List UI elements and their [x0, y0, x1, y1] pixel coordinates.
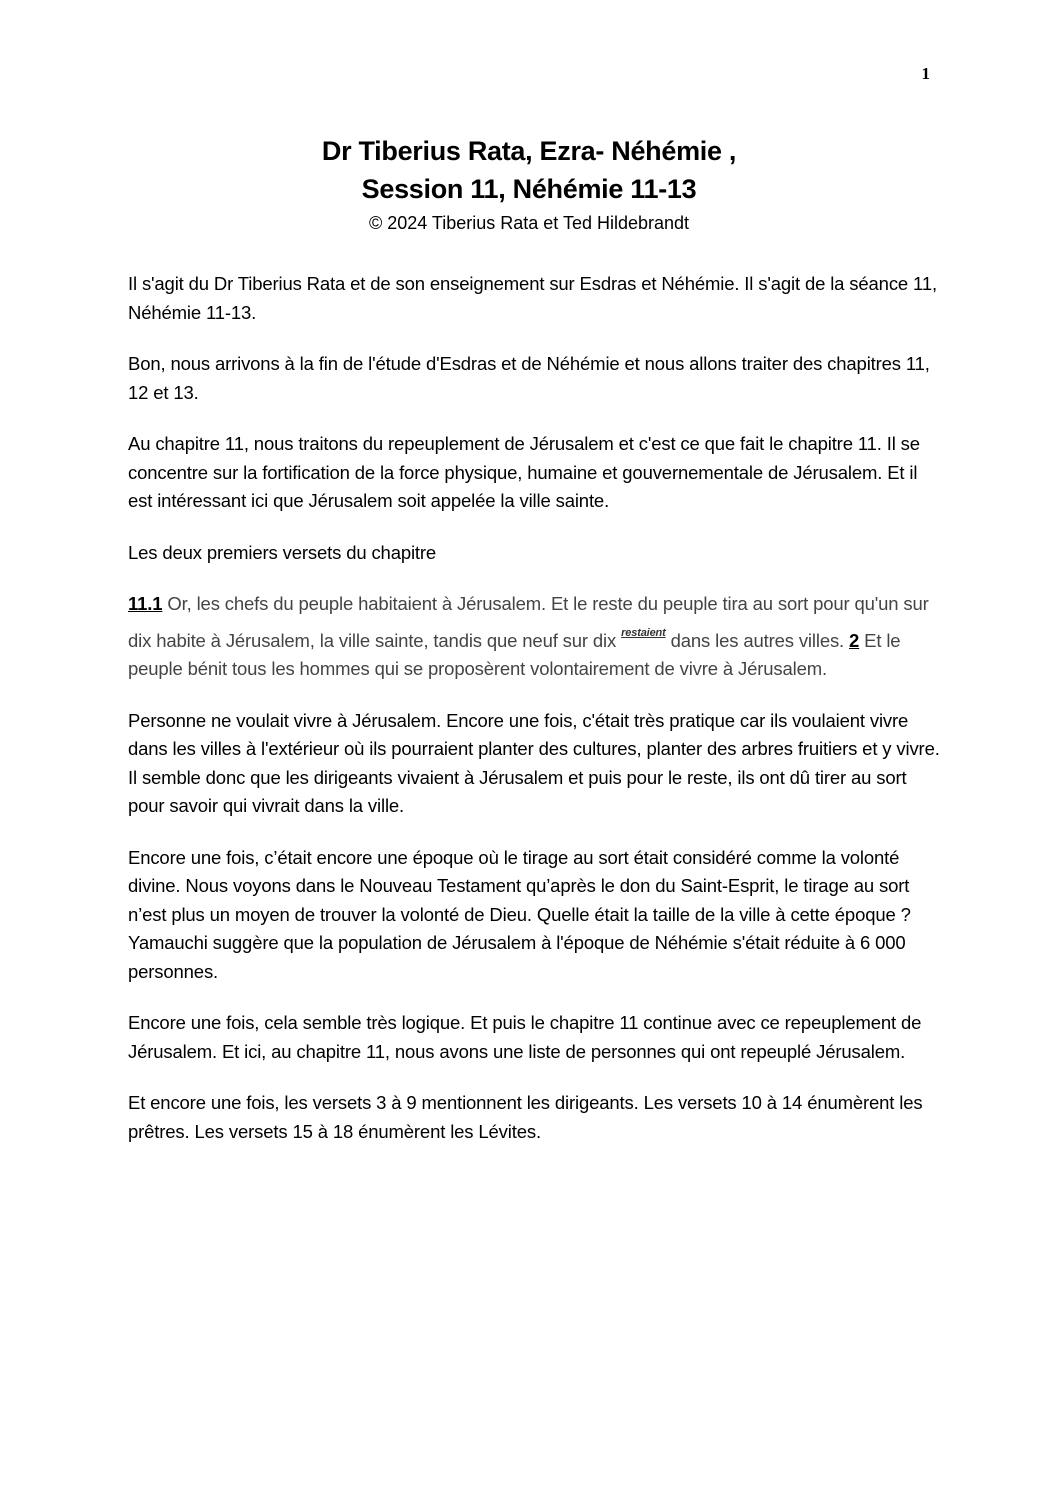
document-header: [0, 132, 1058, 236]
paragraph-8: Encore une fois, cela semble très logique. Et puis le chapitre 11 continue avec ce repeuplement de Jérusalem. Et ici, au chapitre 11, nous avons une liste de personnes qui ont repeuplé Jérusalem.: [128, 1012, 922, 1062]
scripture-quote: [128, 590, 943, 684]
verse-2-text: Et le peuple bénit tous les hommes qui se proposèrent volontairement de vivre à Jérusalem.: [128, 629, 901, 679]
page-number: 1: [921, 64, 930, 83]
footnote-link[interactable]: restaient: [621, 626, 666, 639]
document-title: Dr Tiberius Rata, Ezra- Néhémie ,: [321, 136, 737, 166]
verse-ref-2[interactable]: 2: [849, 629, 860, 651]
paragraph-2: Bon, nous arrivons à la fin de l'étude d'Esdras et de Néhémie et nous allons traiter des chapitres 11, 12 et 13.: [128, 353, 930, 403]
paragraph-9: Et encore une fois, les versets 3 à 9 mentionnent les dirigeants. Les versets 10 à 14 énumèrent les prêtres. Les versets 15 à 18 énumèrent les Lévites.: [128, 1092, 923, 1142]
document-body: [128, 270, 943, 1169]
paragraph-7: Encore une fois, c’était encore une époque où le tirage au sort était considéré comme la volonté divine. Nous voyons dans le Nouveau Testament qu’après le don du Saint-Esprit, le tirage au sort n’est plus un moyen de trouver la volonté de Dieu. Quelle était la taille de la ville à cette époque ? Yamauchi suggère que la population de Jérusalem à l'époque de Néhémie s'était réduite à 6 000 personnes.: [128, 846, 911, 982]
verse-1-tail: dans les autres villes.: [665, 629, 850, 651]
paragraph-3: Au chapitre 11, nous traitons du repeuplement de Jérusalem et c'est ce que fait le chapitre 11. Il se concentre sur la fortification de la force physique, humaine et gouvernementale de Jérusalem. Et il est intéressant ici que Jérusalem soit appelée la ville sainte.: [128, 433, 920, 511]
paragraph-4: Les deux premiers versets du chapitre: [128, 541, 437, 563]
session-title: Session 11, Néhémie 11-13: [361, 174, 697, 204]
copyright-notice: © 2024 Tiberius Rata et Ted Hildebrandt: [368, 213, 690, 233]
paragraph-6: Personne ne voulait vivre à Jérusalem. Encore une fois, c'était très pratique car ils voulaient vivre dans les villes à l'extérieur où ils pourraient planter des cultures, planter des arbres fruitiers et y vivre. Il semble donc que les dirigeants vivaient à Jérusalem et puis pour le reste, ils ont dû tirer au sort pour savoir qui vivrait dans la ville.: [128, 709, 940, 816]
verse-1-text: Or, les chefs du peuple habitaient à Jérusalem. Et le reste du peuple tira au sort pour qu'un sur dix habite à Jérusalem, la ville sainte, tandis que neuf sur dix: [128, 593, 929, 651]
intro-paragraph: Il s'agit du Dr Tiberius Rata et de son enseignement sur Esdras et Néhémie. Il s'agit de la séance 11, Néhémie 11-13.: [128, 273, 937, 323]
verse-ref-11-1[interactable]: 11.1: [128, 593, 163, 614]
